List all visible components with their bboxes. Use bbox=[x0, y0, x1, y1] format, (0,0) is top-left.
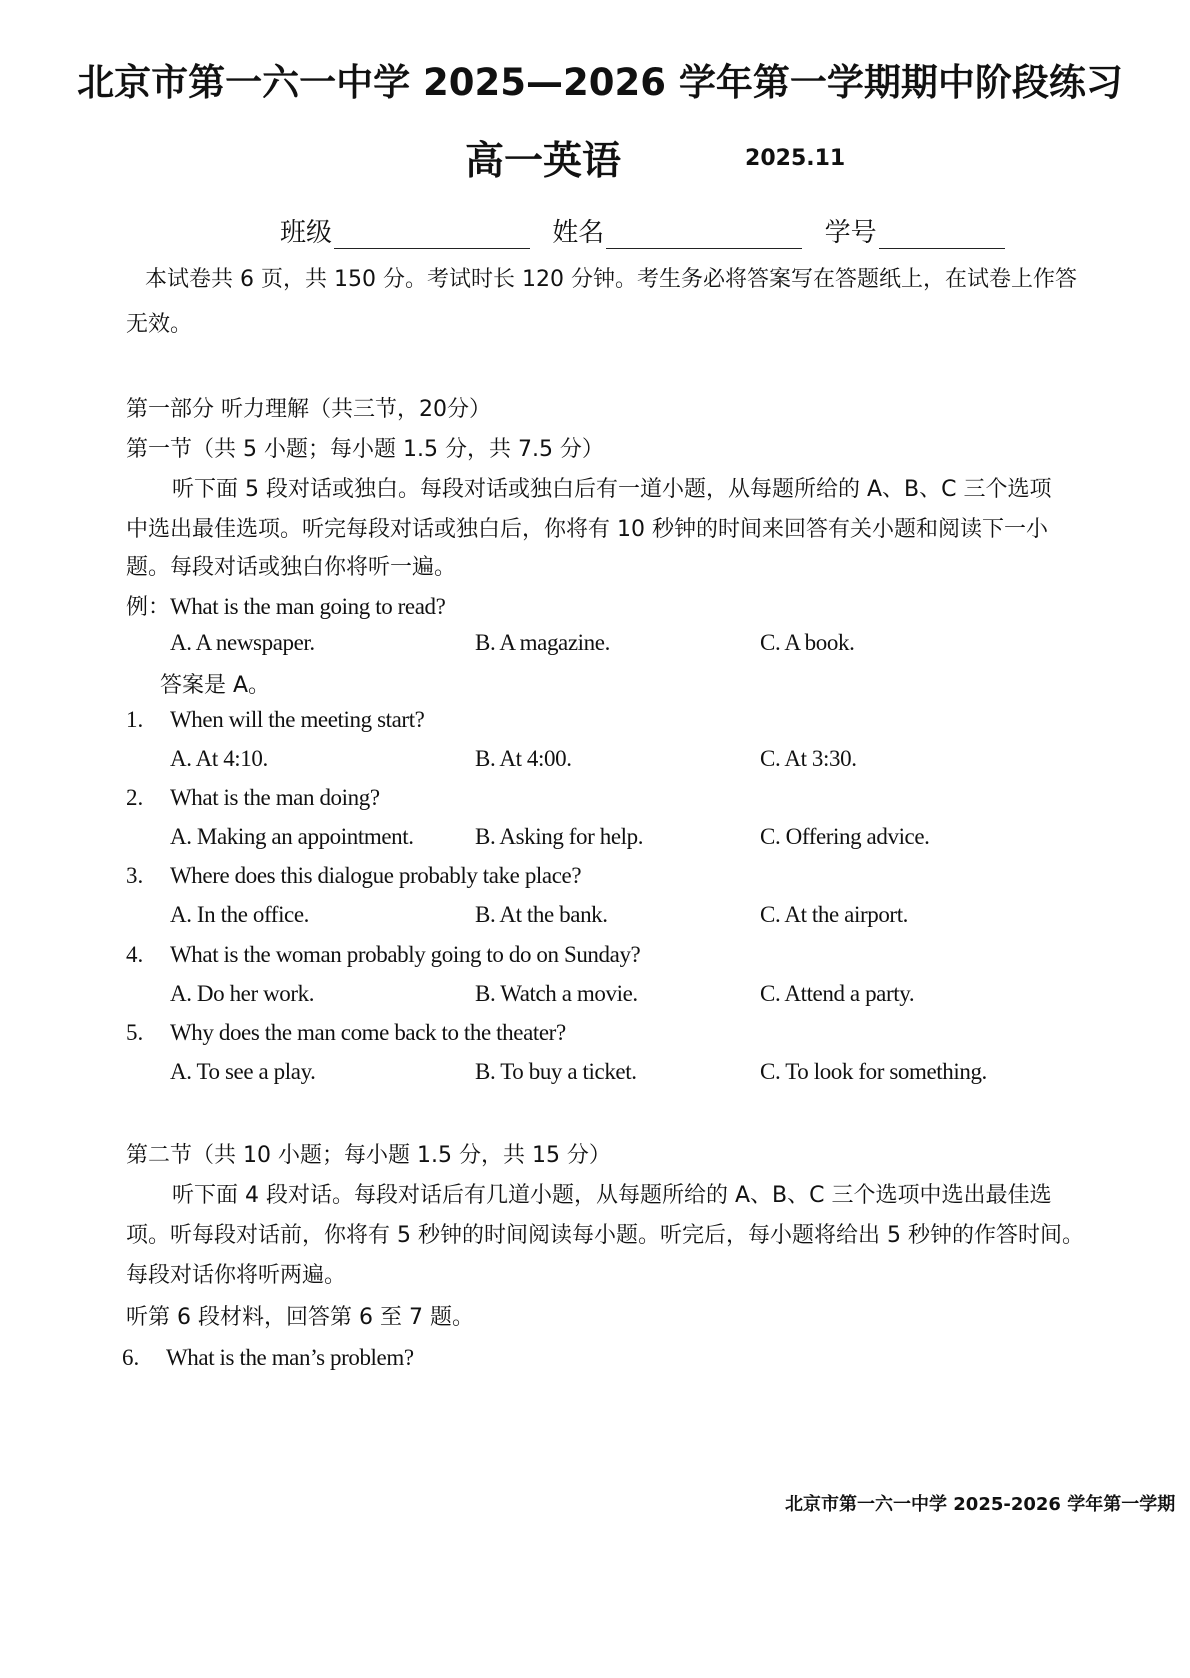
section2-heading: 第二节（共 10 小题；每小题 1.5 分，共 15 分） bbox=[126, 1143, 611, 1168]
question-text: What is the woman probably going to do on Sunday? bbox=[170, 942, 641, 967]
subject-title: 高一英语 bbox=[465, 139, 622, 184]
option-b[interactable]: B. To buy a ticket. bbox=[475, 1059, 637, 1084]
option-c[interactable]: C. At 3:30. bbox=[760, 746, 857, 771]
question-number: 6. bbox=[122, 1345, 140, 1370]
student-id-field[interactable] bbox=[825, 212, 1005, 249]
section1-heading: 第一节（共 5 小题；每小题 1.5 分，共 7.5 分） bbox=[126, 437, 604, 462]
question-number: 4. bbox=[126, 942, 144, 967]
option-a[interactable]: A. Making an appointment. bbox=[170, 824, 414, 849]
instructions-line-2: 无效。 bbox=[126, 312, 193, 337]
section2-directions-line-2: 项。听每段对话前，你将有 5 秒钟的时间阅读每小题。听完后，每小题将给出 5 秒钟的作答时间。 bbox=[126, 1223, 1084, 1248]
option-c[interactable]: C. Offering advice. bbox=[760, 824, 930, 849]
class-blank[interactable] bbox=[334, 224, 530, 249]
option-b[interactable]: B. Watch a movie. bbox=[475, 981, 638, 1006]
name-blank[interactable] bbox=[606, 224, 802, 249]
section1-directions-line-2: 中选出最佳选项。听完每段对话或独白后，你将有 10 秒钟的时间来回答有关小题和阅读下一小 bbox=[126, 517, 1048, 542]
question-number: 2. bbox=[126, 785, 144, 810]
page-footer: 北京市第一六一中学 2025-2026 学年第一学期 bbox=[785, 1494, 1176, 1515]
example-prefix: 例： bbox=[126, 595, 171, 620]
option-a[interactable]: A. To see a play. bbox=[170, 1059, 316, 1084]
name-label: 姓名 bbox=[552, 218, 605, 248]
student-id-blank[interactable] bbox=[879, 224, 1005, 249]
question-number: 1. bbox=[126, 707, 144, 732]
example-option-a: A. A newspaper. bbox=[170, 630, 315, 655]
question-text: Where does this dialogue probably take place? bbox=[170, 863, 582, 888]
section1-directions-line-1: 听下面 5 段对话或独白。每段对话或独白后有一道小题，从每题所给的 A、B、C 三个选项 bbox=[172, 477, 1052, 502]
section2-directions-line-1: 听下面 4 段对话。每段对话后有几道小题，从每题所给的 A、B、C 三个选项中选出最佳选 bbox=[172, 1183, 1052, 1208]
question-number: 5. bbox=[126, 1020, 144, 1045]
example-question bbox=[126, 590, 445, 621]
option-b[interactable]: B. At the bank. bbox=[475, 902, 608, 927]
student-info-fields bbox=[280, 212, 1019, 249]
name-field[interactable] bbox=[552, 212, 802, 249]
question-text: When will the meeting start? bbox=[170, 707, 425, 732]
option-c[interactable]: C. To look for something. bbox=[760, 1059, 987, 1084]
question-text: What is the man’s problem? bbox=[166, 1345, 414, 1370]
section1-directions-line-3: 题。每段对话或独白你将听一遍。 bbox=[126, 555, 457, 580]
option-c[interactable]: C. Attend a party. bbox=[760, 981, 915, 1006]
material-intro: 听第 6 段材料，回答第 6 至 7 题。 bbox=[126, 1305, 474, 1330]
option-a[interactable]: A. In the office. bbox=[170, 902, 310, 927]
instructions-line-1: 本试卷共 6 页，共 150 分。考试时长 120 分钟。考生务必将答案写在答题纸上，在试卷上作答 bbox=[145, 267, 1077, 292]
option-c[interactable]: C. At the airport. bbox=[760, 902, 909, 927]
subtitle-row bbox=[465, 130, 845, 186]
question-text: Why does the man come back to the theater? bbox=[170, 1020, 566, 1045]
example-answer: 答案是 A。 bbox=[160, 673, 271, 698]
exam-title: 北京市第一六一中学 2025—2026 学年第一学期期中阶段练习 bbox=[77, 61, 1123, 104]
part1-heading: 第一部分 听力理解（共三节，20分） bbox=[126, 397, 491, 422]
class-label: 班级 bbox=[280, 218, 333, 248]
example-option-c: C. A book. bbox=[760, 630, 855, 655]
student-id-label: 学号 bbox=[824, 218, 877, 248]
example-question-text: What is the man going to read? bbox=[170, 594, 446, 619]
example-option-b: B. A magazine. bbox=[475, 630, 610, 655]
exam-date: 2025.11 bbox=[745, 145, 846, 171]
section2-directions-line-3: 每段对话你将听两遍。 bbox=[126, 1263, 347, 1288]
question-number: 3. bbox=[126, 863, 144, 888]
option-b[interactable]: B. Asking for help. bbox=[475, 824, 644, 849]
option-b[interactable]: B. At 4:00. bbox=[475, 746, 572, 771]
option-a[interactable]: A. Do her work. bbox=[170, 981, 315, 1006]
question-text: What is the man doing? bbox=[170, 785, 380, 810]
class-field[interactable] bbox=[280, 212, 530, 249]
option-a[interactable]: A. At 4:10. bbox=[170, 746, 268, 771]
